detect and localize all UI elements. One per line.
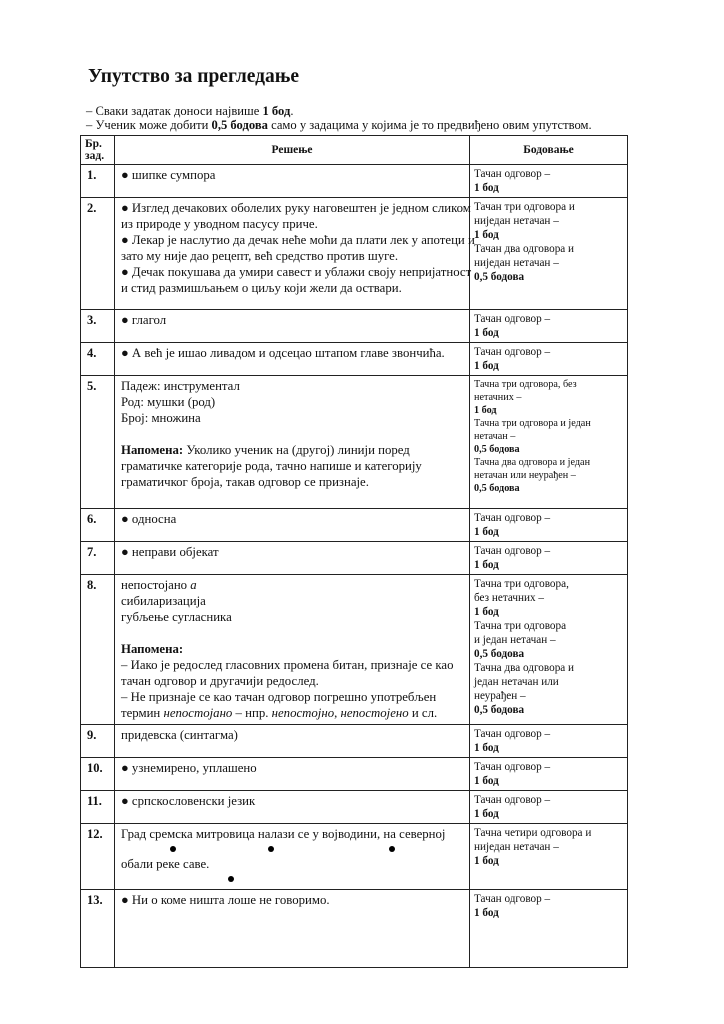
header-points: Бодовање — [470, 136, 628, 165]
task-number: 13. — [81, 890, 115, 968]
task-points: Тачан три одговора и ниједан нетачан – 1 бод Тачан два одговора и ниједан нетачан – 0,5 бодова — [470, 198, 628, 310]
task-solution: ● шипке сумпора — [115, 165, 470, 198]
table-row — [81, 824, 628, 890]
table-row — [81, 575, 628, 725]
table-row — [81, 890, 628, 968]
rule-line-2: – Ученик може добити 0,5 бодова само у задацима у којима је то предвиђено овим упутством. — [86, 118, 592, 132]
task-solution: ● А већ је ишао ливадом и одсецао штапом главе звончића. — [115, 343, 470, 376]
grading-table — [80, 135, 628, 968]
task-number: 5. — [81, 376, 115, 509]
task-number: 1. — [81, 165, 115, 198]
task-solution: непостојано а сибиларизација губљење сугласника Напомена: – Иако је редослед гласовних промена битан, признаје се као тачан одговор и другачији редослед. – Не признаје се као тачан одговор погрешно употребљен термин непостојано – нпр. непостојно, непостојено и сл. — [115, 575, 470, 725]
task-solution: ● узнемирено, уплашено — [115, 758, 470, 791]
table-row — [81, 509, 628, 542]
task-number: 12. — [81, 824, 115, 890]
task-points: Тачна четири одговора и ниједан нетачан – 1 бод — [470, 824, 628, 890]
task-points: Тачан одговор – 1 бод — [470, 165, 628, 198]
note-label: Напомена: — [121, 443, 184, 457]
table-row — [81, 198, 628, 310]
note-label: Напомена: — [121, 642, 184, 656]
task-number: 10. — [81, 758, 115, 791]
task-points: Тачан одговор – 1 бод — [470, 343, 628, 376]
task-solution: ● неправи објекат — [115, 542, 470, 575]
task-points: Тачан одговор – 1 бод — [470, 310, 628, 343]
marker-dot — [170, 846, 176, 852]
task-solution: придевска (синтагма) — [115, 725, 470, 758]
table-row — [81, 542, 628, 575]
task-points: Тачан одговор – 1 бод — [470, 725, 628, 758]
task-points: Тачан одговор – 1 бод — [470, 509, 628, 542]
task-points: Тачан одговор – 1 бод — [470, 542, 628, 575]
table-row — [81, 376, 628, 509]
header-task-number: Бр. зад. — [81, 136, 115, 165]
task-number: 11. — [81, 791, 115, 824]
task-number: 8. — [81, 575, 115, 725]
intro-rules — [86, 104, 592, 132]
task-points: Тачан одговор – 1 бод — [470, 890, 628, 968]
task-solution: ● односна — [115, 509, 470, 542]
task-number: 4. — [81, 343, 115, 376]
task-points: Тачан одговор – 1 бод — [470, 758, 628, 791]
task-solution: ● глагол — [115, 310, 470, 343]
task-number: 2. — [81, 198, 115, 310]
task-points: Тачна три одговора, без нетачних – 1 бод Тачна три одговора и један нетачан – 0,5 бодова Тачна два одговора и један нетачан или неурађен – 0,5 бодова — [470, 575, 628, 725]
table-row — [81, 791, 628, 824]
table-row — [81, 725, 628, 758]
task-solution: Град сремска митровица налази се у војводини, на северној обали реке саве. — [115, 824, 470, 890]
task-solution: ● Изглед дечакових оболелих руку наговештен је једном сликом из природе у уводном пасусу приче. ● Лекар је наслутио да дечак неће моћи да плати лек у апотеци и зато му није дао рецепт, већ средство против шуге. ● Дечак покушава да умири савест и ублажи своју непријатност и стид размишљањем о циљу који жели да оствари. — [115, 198, 470, 310]
task-number: 6. — [81, 509, 115, 542]
page-title: Упутство за прегледање — [88, 66, 299, 87]
header-solution: Решење — [115, 136, 470, 165]
marker-dot — [228, 876, 234, 882]
marker-dots-row — [121, 842, 464, 856]
task-number: 9. — [81, 725, 115, 758]
rule-line-1: – Сваки задатак доноси највише 1 бод. — [86, 104, 294, 118]
marker-dots-row — [121, 872, 464, 886]
task-solution: ● српскословенски језик — [115, 791, 470, 824]
task-number: 7. — [81, 542, 115, 575]
table-row — [81, 758, 628, 791]
table-header-row — [81, 136, 628, 165]
task-points: Тачна три одговора, без нетачних – 1 бод Тачна три одговора и један нетачан – 0,5 бодова Тачна два одговора и један нетачан или неурађен – 0,5 бодова — [470, 376, 628, 509]
task-points: Тачан одговор – 1 бод — [470, 791, 628, 824]
task-solution: Падеж: инструментал Род: мушки (род) Број: множина Напомена: Уколико ученик на (другој) линији поред граматичке категорије рода, тачно напише и категорију граматичког броја, такав одговор се признаје. — [115, 376, 470, 509]
table-row — [81, 310, 628, 343]
marker-dot — [389, 846, 395, 852]
marker-dot — [268, 846, 274, 852]
table-row — [81, 343, 628, 376]
table-row — [81, 165, 628, 198]
task-solution: ● Ни о коме ништа лоше не говоримо. — [115, 890, 470, 968]
task-number: 3. — [81, 310, 115, 343]
